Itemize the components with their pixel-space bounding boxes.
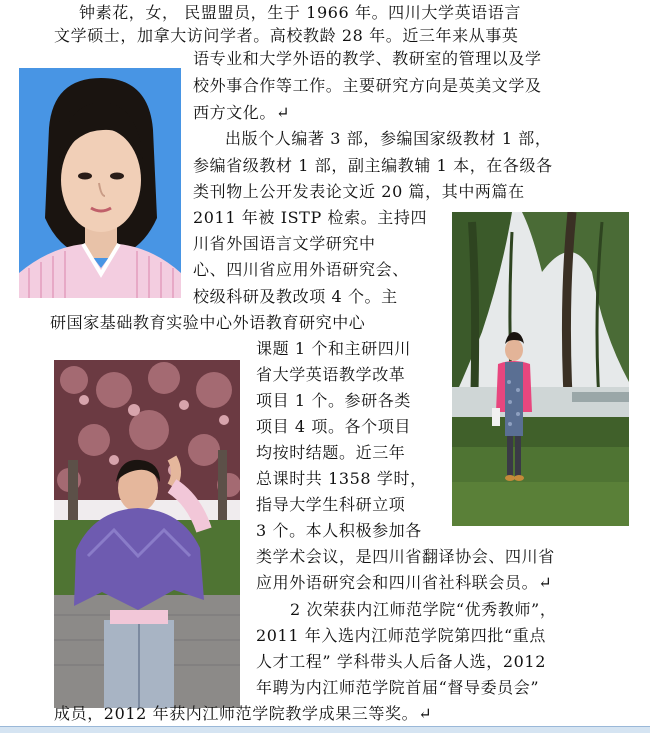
text-line: 钟素花，女， 民盟盟员，生于 1966 年。四川大学英语语言 [79, 3, 521, 22]
text-line: 人才工程” 学科带头人后备人选，2012 [256, 652, 546, 671]
text-line: 省大学英语教学改革 [256, 365, 406, 384]
text-line: 校级科研及教改项 4 个。主 [193, 287, 398, 306]
text-line: 校外事合作等工作。主要研究方向是英美文学及 [193, 76, 542, 95]
text-line: 参编省级教材 1 部，副主编教辅 1 本，在各级各 [193, 156, 553, 175]
text-line: 应用外语研究会和四川省社科联会员。↵ [256, 573, 553, 592]
text-line: 项目 1 个。参研各类 [256, 391, 411, 410]
text-line: 年聘为内江师范学院首届“督导委员会” [256, 678, 540, 697]
text-line: 心、四川省应用外语研究会、 [193, 260, 409, 279]
text-line: 2 次荣获内江师范学院“优秀教师”， [290, 600, 557, 619]
text-line: 总课时共 1358 学时， [256, 469, 427, 488]
portrait-photo [19, 68, 181, 298]
text-line: 类刊物上公开发表论文近 20 篇，其中两篇在 [193, 182, 525, 201]
text-line: 均按时结题。近三年 [256, 443, 406, 462]
text-line: 类学术会议，是四川省翻译协会、四川省 [256, 547, 555, 566]
text-line: 2011 年被 ISTP 检索。主持四 [193, 208, 428, 227]
text-line: 2011 年入选内江师范学院第四批“重点 [256, 626, 546, 645]
text-line: 指导大学生科研立项 [256, 495, 406, 514]
text-line: 语专业和大学外语的教学、教研室的管理以及学 [193, 49, 542, 68]
blossom-photo-left [54, 360, 240, 708]
text-line: 文学硕士，加拿大访问学者。高校教龄 28 年。近三年来从事英 [54, 26, 519, 45]
text-line: 川省外国语言文学研究中 [193, 234, 376, 253]
text-line: 3 个。本人积极参加各 [256, 521, 422, 540]
text-line: 课题 1 个和主研四川 [256, 339, 411, 358]
text-line: 西方文化。↵ [193, 103, 291, 122]
text-line: 研国家基础教育实验中心外语教育研究中心 [50, 313, 366, 332]
park-photo-right [452, 212, 629, 526]
text-line: 成员，2012 年获内江师范学院教学成果三等奖。↵ [54, 704, 433, 723]
text-line: 项目 4 项。各个项目 [256, 417, 411, 436]
text-line: 出版个人编著 3 部，参编国家级教材 1 部， [225, 129, 552, 148]
